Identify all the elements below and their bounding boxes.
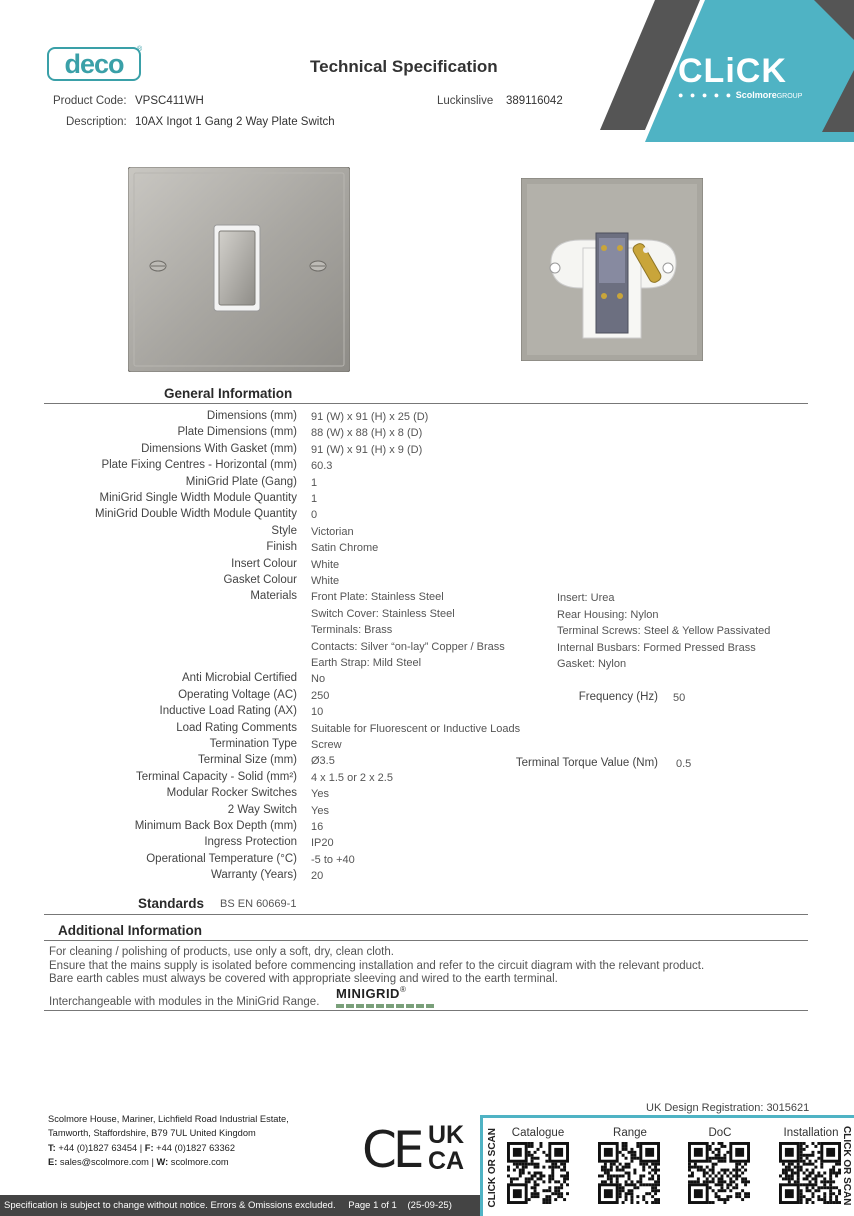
spec-row [0,836,854,852]
qr-panel [480,1115,854,1216]
spec-label: Operating Voltage (AC) [178,688,297,701]
ukca-mark [428,1122,478,1174]
address-line: Scolmore House, Mariner, Lichfield Road Industrial Estate, [48,1114,289,1124]
spec-row [0,771,854,787]
email-label: E: [48,1157,58,1167]
registered-mark: ® [137,46,143,53]
spec-value: -5 to +40 [311,853,355,866]
info-line: Bare earth cables must always be covered with appropriate sleeving and wired to the earth terminal. [49,973,558,985]
scolmore-text: Scolmore [735,90,777,100]
spec-value: Suitable for Fluorescent or Inductive Loads [311,722,521,735]
ukca-top: UK [428,1121,465,1149]
section-divider [44,940,808,941]
spec-row [0,525,854,541]
section-divider [44,1010,808,1011]
torque-label: Terminal Torque Value (Nm) [515,757,658,769]
email-link[interactable]: sales@scolmore.com [59,1157,149,1167]
spec-value: Contacts: Silver “on-lay” Copper / Brass [311,640,505,653]
torque-value: 0.5 [676,758,692,770]
product-code-label: Product Code: [53,95,127,107]
spec-row [0,705,854,721]
spec-value: Earth Strap: Mild Steel [311,657,422,669]
spec-row [0,508,854,524]
tel-number[interactable]: +44 (0)1827 63454 [58,1143,138,1153]
spec-row [0,820,854,836]
spec-label: Terminal Capacity - Solid (mm²) [135,770,297,783]
additional-info-heading: Additional Information [58,923,202,938]
material-right-item: Gasket: Nylon [557,658,627,670]
minigrid-logo-bar [336,1004,436,1008]
spec-label: Terminal Size (mm) [197,754,297,767]
spec-label: 2 Way Switch [227,803,297,816]
spec-value: 20 [311,870,324,883]
spec-label: Gasket Colour [223,574,297,586]
description-label: Description: [66,116,127,128]
section-divider [44,914,808,915]
phone-fax-line: T: +44 (0)1827 63454 | F: +44 (0)1827 63362 [48,1143,235,1153]
material-right-item: Terminal Screws: Steel & Yellow Passivated [557,625,771,637]
qr-range[interactable] [598,1142,660,1204]
spec-row [0,787,854,803]
qr-catalogue[interactable] [507,1142,569,1204]
web-link[interactable]: scolmore.com [170,1157,229,1167]
material-right-item: Insert: Urea [557,592,615,604]
spec-label: Modular Rocker Switches [166,787,297,800]
spec-value: 88 (W) x 88 (H) x 8 (D) [311,427,423,440]
product-front-image [128,167,350,372]
luckinslive-code: 389116042 [506,95,563,107]
qr-label-installation: Installation [783,1127,839,1139]
ce-mark: CE [362,1121,421,1179]
spec-row [0,492,854,508]
spec-value: 10 [311,706,324,719]
spec-row [0,754,854,770]
fax-number: +44 (0)1827 63362 [156,1143,235,1153]
standards-value: BS EN 60669-1 [220,898,297,910]
qr-label-doc: DoC [708,1127,732,1139]
spec-label: MiniGrid Single Width Module Quantity [99,492,297,504]
design-registration: UK Design Registration: 3015621 [646,1102,810,1114]
spec-label: Warranty (Years) [210,869,297,882]
spec-row [0,558,854,574]
spec-value: Ø3.5 [311,755,335,768]
spec-row [0,459,854,475]
frequency-value: 50 [673,692,686,704]
spec-label: Operational Temperature (°C) [146,852,297,865]
spec-row [0,410,854,426]
minigrid-logo: MINIGRID® [336,985,436,1008]
spec-label: Ingress Protection [204,836,297,849]
spec-label: Anti Microbial Certified [181,672,297,685]
spec-value: Satin Chrome [311,542,379,555]
standards-label: Standards [138,896,205,911]
spec-label: Insert Colour [231,557,297,570]
spec-value: No [311,673,326,686]
group-text: GROUP [776,93,803,100]
spec-value: 250 [311,689,330,702]
materials-right-column [557,592,770,675]
footer-bar [0,1195,480,1216]
section-divider [44,403,808,404]
click-logo: CLiCK [678,52,787,90]
spec-row [0,476,854,492]
spec-value: 0 [311,509,318,522]
fax-label: F: [144,1143,154,1153]
spec-row [0,804,854,820]
spec-value: Screw [311,739,342,751]
spec-label: Termination Type [209,738,297,750]
deco-logo: deco [47,47,141,81]
material-right-item: Internal Busbars: Formed Pressed Brass [557,641,756,654]
page-title: Technical Specification [310,57,498,76]
spec-label: Finish [266,541,297,554]
spec-label: Inductive Load Rating (AX) [159,705,297,718]
spec-label: Plate Fixing Centres - Horizontal (mm) [101,459,297,472]
tel-label: T: [48,1143,56,1153]
qr-installation[interactable] [779,1142,841,1204]
info-line: Ensure that the mains supply is isolated before commencing installation and refer to the circuit diagram with the relevant product. [49,960,705,972]
web-label: W: [156,1157,169,1167]
minigrid-logo-text: MINIGRID [336,986,400,1001]
spec-value: 1 [311,493,318,505]
page-number: Page 1 of 1 [348,1200,397,1211]
spec-row [0,541,854,557]
spec-value: White [311,558,340,571]
spec-label: Load Rating Comments [176,721,297,734]
product-code: VPSC411WH [135,95,204,107]
spec-value: Yes [311,788,329,801]
spec-value: Yes [311,804,329,817]
ukca-bottom: CA [428,1147,465,1175]
spec-label: Dimensions With Gasket (mm) [141,442,297,455]
luckinslive-label: Luckinslive [437,95,494,107]
spec-row [0,672,854,688]
spec-value: IP20 [311,837,334,850]
date-code: (25-09-25) [407,1200,452,1211]
disclaimer: Specification is subject to change without notice. Errors & Omissions excluded. [4,1200,336,1211]
spec-value: White [311,575,340,587]
frequency-label: Frequency (Hz) [578,691,658,703]
scolmore-group-logo: ● ● ● ● ● ScolmoreGROUP [678,90,803,100]
spec-label: Dimensions (mm) [206,410,297,422]
spec-label: MiniGrid Double Width Module Quantity [95,508,297,521]
spec-label: Style [271,524,297,537]
description: 10AX Ingot 1 Gang 2 Way Plate Switch [135,116,335,128]
spec-value: 91 (W) x 91 (H) x 9 (D) [311,443,423,456]
click-or-scan-left: CLICK OR SCAN [487,1128,498,1208]
spec-value: 91 (W) x 91 (H) x 25 (D) [311,411,429,423]
spec-label: MiniGrid Plate (Gang) [185,475,297,488]
material-right-item: Rear Housing: Nylon [557,608,659,621]
qr-doc[interactable] [688,1142,750,1204]
qr-label-range: Range [613,1127,647,1139]
info-line: For cleaning / polishing of products, use only a soft, dry, clean cloth. [49,946,394,958]
spec-label: Materials [250,590,297,603]
spec-value: Terminals: Brass [311,624,393,637]
spec-row [0,738,854,754]
spec-row [0,853,854,869]
email-web-line: E: sales@scolmore.com | W: scolmore.com [48,1157,229,1167]
spec-row [0,869,854,885]
spec-value: 16 [311,821,324,833]
click-brand-banner [600,0,854,142]
spec-row [0,443,854,459]
spec-value: 1 [311,476,318,489]
address-line: Tamworth, Staffordshire, B79 7UL United Kingdom [48,1128,256,1138]
spec-row [0,426,854,442]
qr-label-catalogue: Catalogue [511,1127,565,1139]
spec-row [0,689,854,705]
spec-value: 4 x 1.5 or 2 x 2.5 [311,771,393,784]
general-info-heading: General Information [164,386,293,401]
minigrid-note: Interchangeable with modules in the MiniGrid Range. [49,996,320,1008]
spec-row [0,574,854,590]
product-rear-image [521,178,703,361]
spec-value: 60.3 [311,460,333,473]
click-or-scan-right: CLICK OR SCAN [841,1126,852,1206]
spec-row [0,722,854,738]
spec-value: Victorian [311,525,354,538]
spec-label: Minimum Back Box Depth (mm) [134,820,297,832]
spec-label: Plate Dimensions (mm) [177,426,297,439]
spec-value: Front Plate: Stainless Steel [311,591,444,604]
spec-value: Switch Cover: Stainless Steel [311,607,455,620]
